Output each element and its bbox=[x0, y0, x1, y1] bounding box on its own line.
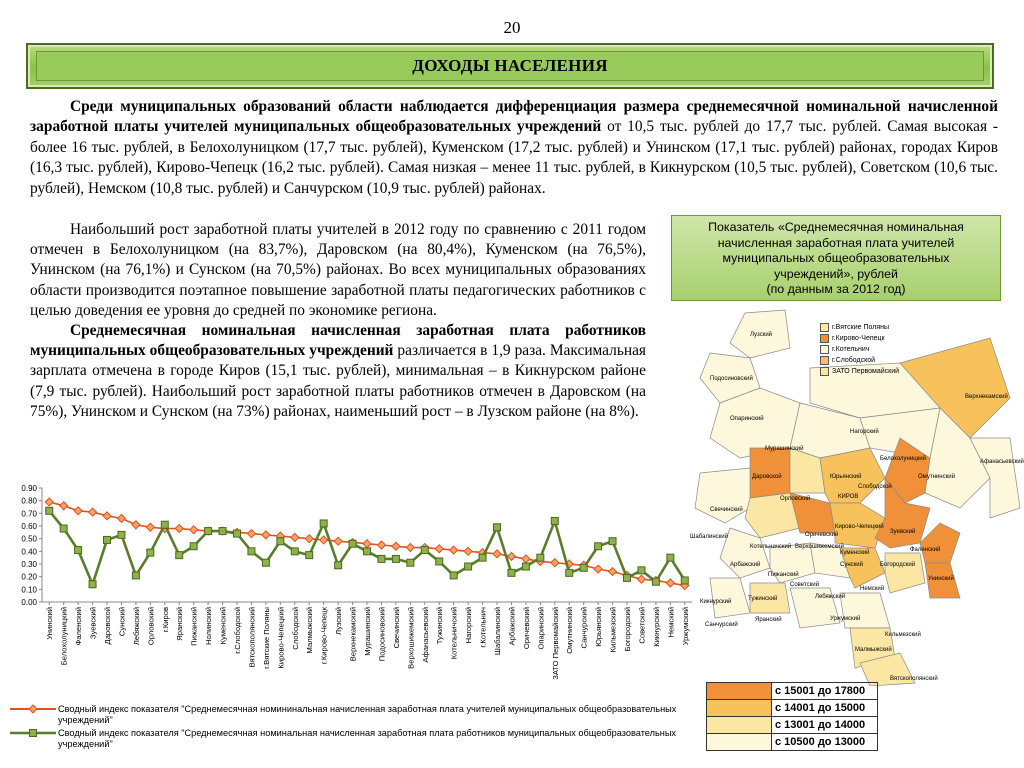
worker-point bbox=[349, 540, 356, 547]
worker-point bbox=[537, 554, 544, 561]
x-tick-label: Санчурский bbox=[579, 607, 589, 649]
map-label: Опаринский bbox=[730, 416, 764, 422]
worker-point bbox=[291, 548, 298, 555]
map-label: Лебяжский bbox=[815, 594, 846, 600]
x-tick-label: Юрьянский bbox=[594, 607, 604, 647]
x-tick-label: Богородский bbox=[623, 607, 632, 652]
map-label: Сунский bbox=[840, 562, 863, 568]
intro-paragraph bbox=[30, 97, 998, 199]
y-tick-label: 0.00 bbox=[21, 598, 37, 607]
worker-point bbox=[508, 569, 515, 576]
workers-text: различается в 1,9 раза. Максимальная зарплата отмечена в городе Киров (15,1 тыс. рублей), минимальная – в Кикнурском районе (7,9 тыс. рублей). Наибольший рост заработной платы работников отмечен в Даровском (на 75%), Унинском и Сунском (на 73%) районах, наименьший рост – в Лузском районе (на 8%). bbox=[30, 342, 646, 420]
worker-point bbox=[234, 530, 241, 537]
y-tick-label: 0.60 bbox=[21, 522, 37, 531]
x-tick-label: Сунский bbox=[117, 607, 127, 637]
worker-point bbox=[75, 547, 82, 554]
worker-point bbox=[147, 549, 154, 556]
worker-point bbox=[60, 525, 67, 532]
x-tick-label: Куменский bbox=[218, 607, 228, 645]
x-tick-label: Шабалинский bbox=[493, 607, 502, 656]
teacher-point bbox=[320, 536, 328, 544]
x-tick-label: Свечинский bbox=[391, 607, 401, 649]
teacher-point bbox=[132, 521, 140, 529]
intro-text: от 10,5 тыс. рублей до 17,7 тыс. рублей. Самая высокая - более 16 тыс. рублей, в Белохолуницком (17,7 тыс. рублей), Куменском (17,2 тыс. рублей) и Унинском (17,1 тыс. рублей) районах, городах Киров (16,3 тыс. рублей), Кирово-Чепецк (16,2 тыс. рублей). Самая низкая – менее 11 тыс. рублей, в Кикнурском (10,5 тыс. рублей), Советском (10,6 тыс. рублей), Немском (10,8 тыс. рублей) и Санчурском (10,9 тыс. рублей) районах. bbox=[30, 118, 999, 197]
worker-point bbox=[392, 555, 399, 562]
map-label: КИРОВ bbox=[838, 494, 859, 500]
x-tick-label: Верхошижемский bbox=[406, 607, 416, 669]
teacher-point bbox=[305, 535, 313, 543]
y-tick-label: 0.70 bbox=[21, 509, 37, 519]
x-tick-label: г.Слободской bbox=[233, 607, 242, 654]
teacher-point bbox=[392, 542, 400, 550]
worker-point bbox=[652, 578, 659, 585]
x-tick-label: Лузский bbox=[334, 607, 344, 635]
map-caption-line: начисленная заработная плата учителей bbox=[717, 235, 955, 250]
teacher-point bbox=[551, 559, 559, 567]
legend-label-teachers: Сводный индекс показателя "Среднемесячная номининальная начисленная заработная плата учителей муниципальных общеобразовательных учреждений" bbox=[58, 704, 677, 725]
x-tick-label: Кикнурский bbox=[651, 607, 661, 647]
map-label: Слободской bbox=[858, 484, 892, 490]
teacher-point bbox=[594, 565, 602, 573]
x-tick-label: Тужинский bbox=[435, 607, 445, 645]
map-label: Унинский bbox=[928, 576, 954, 582]
worker-point bbox=[609, 538, 616, 545]
x-tick-label: Оричевский bbox=[521, 607, 531, 650]
x-tick-label: Нагорский bbox=[464, 607, 474, 644]
worker-point bbox=[450, 572, 457, 579]
map-caption-box bbox=[671, 215, 1001, 301]
x-tick-label: Опаринский bbox=[536, 607, 546, 650]
teacher-point bbox=[89, 508, 97, 516]
x-tick-label: Яранский bbox=[175, 607, 185, 641]
worker-point bbox=[364, 548, 371, 555]
worker-point bbox=[205, 528, 212, 535]
teacher-point bbox=[363, 540, 371, 548]
worker-point bbox=[479, 554, 486, 561]
map-label: Орловский bbox=[780, 496, 811, 502]
teacher-point bbox=[450, 546, 458, 554]
x-tick-label: Пижанский bbox=[189, 607, 199, 646]
map-label: Свечинский bbox=[710, 507, 743, 513]
y-tick-label: 0.40 bbox=[21, 547, 37, 557]
scale-swatch bbox=[707, 734, 772, 751]
teacher-point bbox=[609, 568, 617, 576]
map-label: Мурашинский bbox=[765, 446, 804, 452]
x-tick-label: Афанасьевский bbox=[420, 607, 430, 663]
chart-legend bbox=[8, 704, 688, 752]
map-label: Зуевский bbox=[890, 529, 916, 535]
teacher-point bbox=[522, 555, 530, 563]
map-label: Юрьянский bbox=[830, 474, 862, 480]
teacher-point bbox=[175, 525, 183, 533]
map-label: Афанасьевский bbox=[980, 459, 1024, 465]
worker-point bbox=[436, 558, 443, 565]
map-label: Кильмезский bbox=[885, 632, 921, 638]
x-tick-label: Лебяжский bbox=[131, 607, 141, 646]
x-tick-label: Кильмезский bbox=[608, 607, 618, 653]
worker-point bbox=[638, 567, 645, 574]
teacher-point bbox=[190, 526, 198, 534]
x-tick-label: Слободской bbox=[290, 607, 300, 650]
map-legend-item: г.Вятские Поляны bbox=[832, 324, 890, 331]
x-tick-label: г.Вятские Поляны bbox=[261, 607, 271, 669]
teacher-point bbox=[464, 547, 472, 555]
x-tick-label: Уржумский bbox=[680, 607, 690, 646]
map-legend-item: г.Слободской bbox=[832, 357, 876, 364]
map-legend-item: г.Кирово-Чепецк bbox=[832, 335, 885, 342]
teacher-point bbox=[45, 498, 53, 506]
map-label: Верхнекамский bbox=[965, 394, 1008, 400]
map-label: Богородский bbox=[880, 562, 916, 568]
y-tick-label: 0.80 bbox=[21, 496, 37, 506]
map-label: Вятскополянский bbox=[890, 676, 938, 682]
map-label: Кикнурский bbox=[700, 599, 732, 605]
worker-point bbox=[132, 572, 139, 579]
map-caption-line: учреждений», рублей bbox=[774, 266, 898, 281]
map-label: Подосиновский bbox=[710, 376, 753, 382]
teacher-point bbox=[435, 545, 443, 553]
worker-point bbox=[306, 552, 313, 559]
worker-point bbox=[407, 559, 414, 566]
x-tick-label: Орловский bbox=[146, 607, 156, 646]
x-tick-label: Советский bbox=[637, 607, 647, 644]
map-label: Белохолуницкий bbox=[880, 456, 926, 462]
map-label: Пижанский bbox=[768, 572, 799, 578]
x-tick-label: Вятскополянский bbox=[247, 607, 257, 668]
intro-bold: Среди муниципальных образований области наблюдается дифференциация размера среднемесячной номинальной начисленной заработной платы учителей муниципальных общеобразовательных учреждений bbox=[30, 98, 998, 136]
teacher-point bbox=[262, 531, 270, 539]
map-label: Нагорский bbox=[850, 429, 879, 435]
scale-swatch bbox=[707, 683, 772, 700]
worker-point bbox=[595, 543, 602, 550]
teacher-point bbox=[117, 514, 125, 522]
teacher-point bbox=[666, 579, 674, 587]
page-title: ДОХОДЫ НАСЕЛЕНИЯ bbox=[36, 51, 984, 81]
y-tick-label: 0.20 bbox=[21, 572, 37, 582]
teacher-point bbox=[146, 523, 154, 531]
x-tick-label: Мурашинский bbox=[363, 607, 372, 656]
map-label: Шабалинский bbox=[690, 534, 728, 540]
worker-point bbox=[566, 569, 573, 576]
legend-label-workers: Сводный индекс показателя "Среднемесячная номинальная начисленная заработная плата работников муниципальных общеобразовательных учреждений" bbox=[58, 728, 677, 749]
x-tick-label: г.Котельнич bbox=[478, 607, 488, 648]
map-label: Советский bbox=[790, 582, 819, 588]
map-caption-line: (по данным за 2012 год) bbox=[766, 282, 906, 297]
x-tick-label: г.Кирово-Чепецк bbox=[319, 607, 329, 665]
worker-point bbox=[465, 563, 472, 570]
y-tick-label: 0.30 bbox=[21, 560, 37, 569]
x-tick-label: Немский bbox=[666, 607, 676, 638]
teacher-point bbox=[60, 502, 68, 510]
worker-point bbox=[176, 552, 183, 559]
teacher-point bbox=[493, 550, 501, 558]
worker-point bbox=[219, 528, 226, 535]
x-tick-label: Фаленский bbox=[74, 607, 84, 646]
teacher-point bbox=[507, 552, 515, 560]
map-label: Уржумский bbox=[830, 616, 861, 622]
map-label: Малмыжский bbox=[855, 647, 892, 653]
workers-bold: Среднемесячная номинальная начисленная заработная плата работников муниципальных общеобразовательных учреждений bbox=[30, 322, 646, 360]
map-label: Лузский bbox=[750, 332, 773, 338]
legend-marker-teachers bbox=[8, 704, 58, 715]
map-label: Куменский bbox=[840, 550, 870, 556]
teacher-point bbox=[291, 533, 299, 541]
worker-point bbox=[522, 563, 529, 570]
worker-point bbox=[580, 564, 587, 571]
map-label: Омутнинский bbox=[918, 474, 955, 480]
map-label: Фаленский bbox=[910, 547, 941, 553]
teacher-point bbox=[103, 512, 111, 520]
x-tick-label: Малмыжский bbox=[305, 607, 315, 654]
x-tick-label: Белохолуницкий bbox=[59, 607, 69, 666]
x-tick-label: ЗАТО Первомайский bbox=[550, 607, 560, 680]
x-tick-label: г.Киров bbox=[160, 607, 170, 633]
scale-swatch bbox=[707, 717, 772, 734]
worker-point bbox=[161, 521, 168, 528]
worker-point bbox=[624, 574, 631, 581]
worker-point bbox=[551, 517, 558, 524]
worker-point bbox=[262, 559, 269, 566]
scale-label: с 10500 до 13000 bbox=[772, 734, 878, 751]
legend-marker-workers bbox=[8, 728, 58, 739]
worker-point bbox=[320, 520, 327, 527]
map-label: Котельничский bbox=[750, 544, 792, 550]
x-tick-label: Унинский bbox=[45, 607, 55, 640]
map-label: Яранский bbox=[755, 617, 782, 623]
scale-label: с 15001 до 17800 bbox=[772, 683, 878, 700]
worker-point bbox=[118, 531, 125, 538]
map-caption-line: Показатель «Среднемесячная номинальная bbox=[708, 220, 964, 234]
x-tick-label: Нолинский bbox=[204, 607, 214, 646]
teacher-point bbox=[637, 575, 645, 583]
map-label: Верхошижемский bbox=[795, 544, 844, 550]
worker-point bbox=[277, 538, 284, 545]
map-label: Тужинский bbox=[748, 596, 778, 602]
x-tick-label: Верхнекамский bbox=[348, 607, 358, 662]
map-legend-item: ЗАТО Первомайский bbox=[832, 368, 900, 375]
map-label: Санчурский bbox=[705, 622, 738, 628]
map-legend-item: г.Котельнич bbox=[832, 346, 870, 353]
worker-point bbox=[421, 547, 428, 554]
y-tick-label: 0.10 bbox=[21, 585, 37, 595]
map-caption-line: муниципальных общеобразовательных bbox=[722, 251, 950, 266]
teacher-point bbox=[377, 541, 385, 549]
map-color-scale bbox=[706, 682, 878, 751]
title-banner bbox=[26, 43, 994, 89]
worker-point bbox=[248, 548, 255, 555]
teacher-point bbox=[247, 530, 255, 538]
teacher-point bbox=[74, 507, 82, 515]
map-label: Даровской bbox=[752, 474, 782, 480]
worker-point bbox=[681, 577, 688, 584]
x-tick-label: Кирово-Чепецкий bbox=[276, 607, 286, 669]
map-label: Кирово-Чепецкий bbox=[835, 524, 884, 530]
worker-point bbox=[667, 554, 674, 561]
scale-label: с 13001 до 14000 bbox=[772, 717, 878, 734]
x-tick-label: Подосиновский bbox=[377, 607, 387, 662]
map-label: Оричевский bbox=[805, 532, 839, 538]
worker-point bbox=[378, 555, 385, 562]
teacher-point bbox=[406, 544, 414, 552]
map-city-legend bbox=[820, 322, 899, 377]
left-text-column bbox=[30, 220, 646, 422]
worker-point bbox=[335, 562, 342, 569]
y-tick-label: 0.90 bbox=[21, 484, 37, 493]
worker-point bbox=[89, 581, 96, 588]
worker-point bbox=[46, 507, 53, 514]
growth-paragraph: Наибольший рост заработной платы учителей в 2012 году по сравнению с 2011 годом отмечен в Белохолуницком (на 83,7%), Даровском (на 80,4%), Куменском (на 76,5%), Унинском (на 76,1%) и Сунском (на 70,5%) районах. Во всех муниципальных образованиях области производится поэтапное повышение заработной платы педагогических работников с целью доведения ее уровня до средней по экономике региона. bbox=[30, 221, 646, 319]
y-tick-label: 0.50 bbox=[21, 534, 37, 544]
x-tick-label: Котельничский bbox=[449, 607, 459, 660]
map-label: Немский bbox=[860, 586, 885, 592]
page-number: 20 bbox=[503, 18, 521, 37]
x-tick-label: Зуевский bbox=[88, 607, 98, 640]
scale-label: с 14001 до 15000 bbox=[772, 700, 878, 717]
map-label: Арбажский bbox=[730, 562, 761, 568]
teacher-point bbox=[334, 537, 342, 545]
x-tick-label: Омутнинский bbox=[565, 607, 575, 654]
scale-swatch bbox=[707, 700, 772, 717]
x-tick-label: Арбажский bbox=[507, 607, 517, 646]
worker-point bbox=[190, 543, 197, 550]
x-tick-label: Даровской bbox=[103, 607, 112, 645]
worker-point bbox=[104, 536, 111, 543]
worker-point bbox=[494, 524, 501, 531]
